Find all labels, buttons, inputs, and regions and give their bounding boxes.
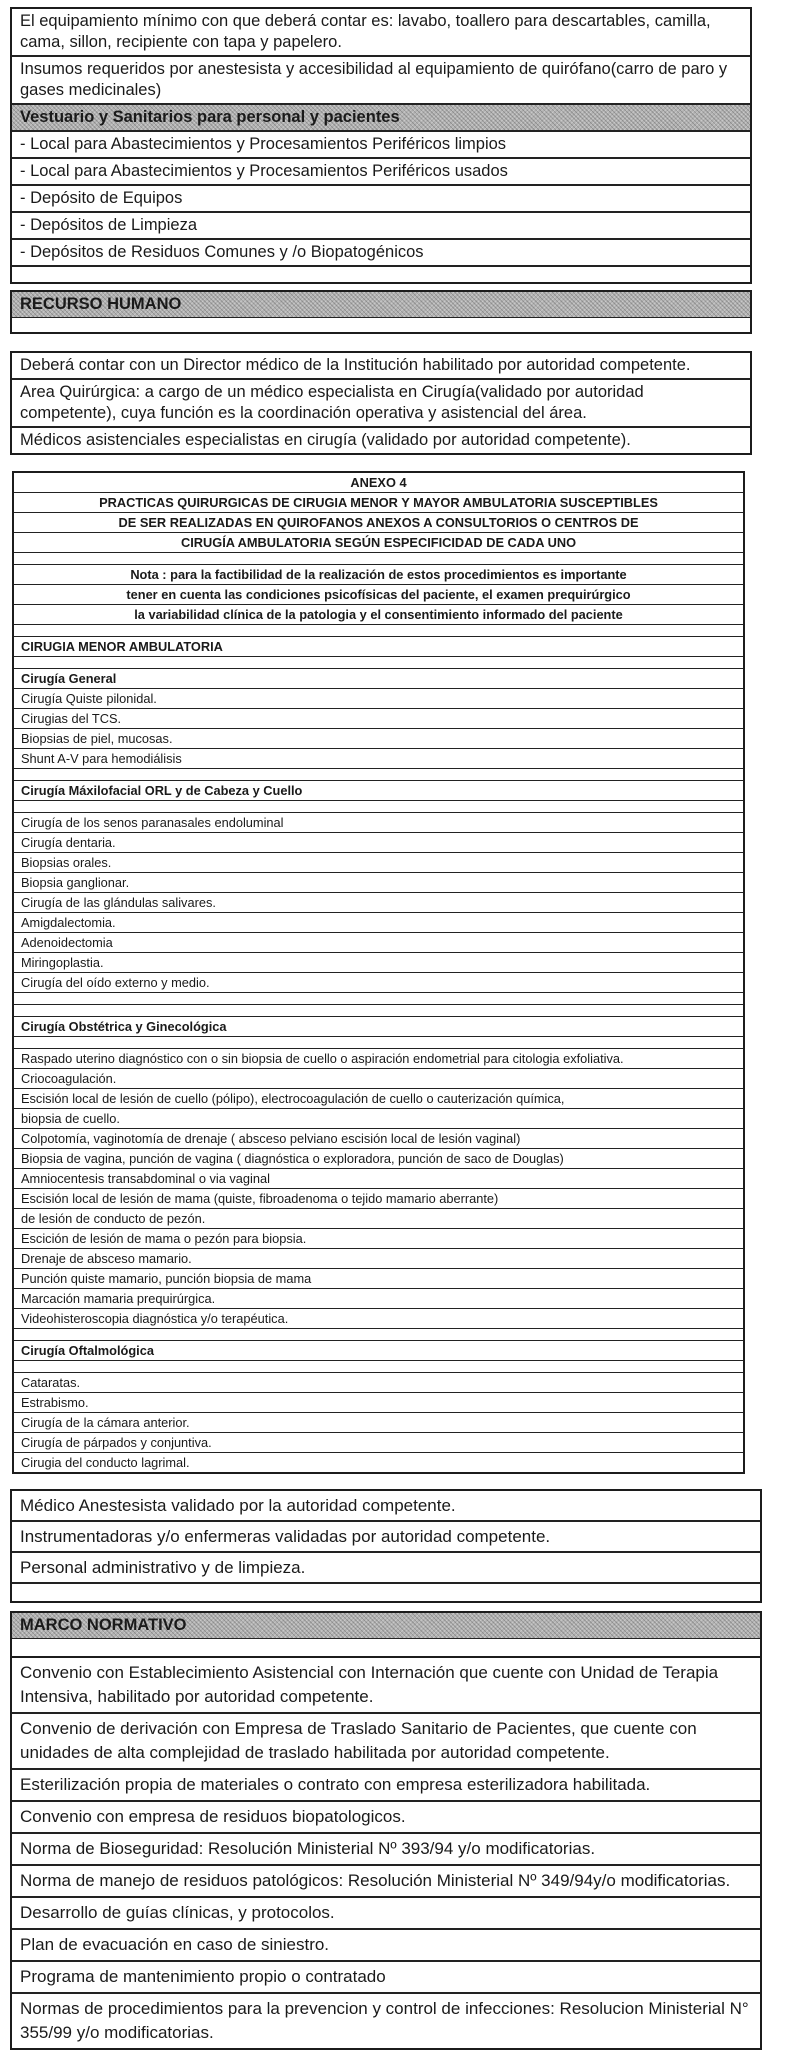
table-row: Raspado uterino diagnóstico con o sin biopsia de cuello o aspiración endometrial para citologia exfoliativa. (14, 1048, 743, 1068)
table-row: Deberá contar con un Director médico de la Institución habilitado por autoridad competente. (20, 356, 691, 374)
table-row: Criocoagulación. (14, 1068, 743, 1088)
table-row: CIRUGIA MENOR AMBULATORIA (14, 636, 743, 656)
table-row: Normas de procedimientos para la prevencion y control de infecciones: Resolucion Ministerial N° 355/99 y/o modificatorias. (12, 1992, 760, 2048)
empty-row (14, 768, 743, 780)
recurso-humano-section-header (10, 290, 752, 334)
table-row: - Local para Abastecimientos y Procesamientos Periféricos usados (12, 157, 750, 184)
table-row: Escisión local de lesión de mama (quiste, fibroadenoma o tejido mamario aberrante) (14, 1188, 743, 1208)
normative-framework-table (10, 1658, 762, 2050)
table-row: Videohisteroscopia diagnóstica y/o terapéutica. (14, 1308, 743, 1328)
table-row: Cirugía de las glándulas salivares. (14, 892, 743, 912)
table-row: Médicos asistenciales especialistas en cirugía (validado por autoridad competente). (12, 426, 750, 453)
table-row: Convenio de derivación con Empresa de Traslado Sanitario de Pacientes, que cuente con unidades de alta complejidad de traslado habilitada por autoridad competente. (12, 1712, 760, 1768)
table-row: - Local para Abastecimientos y Procesamientos Periféricos limpios (12, 130, 750, 157)
table-row: Estrabismo. (14, 1392, 743, 1412)
marco-normativo-section-header (10, 1611, 762, 1658)
empty-row (12, 1638, 760, 1656)
table-row: Escisión local de lesión de cuello (pólipo), electrocoagulación de cuello o cauterización química, (14, 1088, 743, 1108)
table-row: la variabilidad clínica de la patologia y el consentimiento informado del paciente (14, 604, 743, 624)
table-row: Shunt A-V para hemodiálisis (14, 748, 743, 768)
table-row: Area Quirúrgica: a cargo de un médico especialista en Cirugía(validado por autoridad competente), cuya función es la coordinación operativa y asistencial del área. (12, 378, 750, 426)
empty-row (14, 624, 743, 636)
table-row: Cirugía de párpados y conjuntiva. (14, 1432, 743, 1452)
empty-row (14, 1360, 743, 1372)
table-row: - Depósitos de Limpieza (12, 211, 750, 238)
table-row: Colpotomía, vaginotomía de drenaje ( absceso pelviano escisión local de lesión vaginal) (14, 1128, 743, 1148)
empty-row (14, 1036, 743, 1048)
empty-row (14, 800, 743, 812)
table-row: Biopsias orales. (14, 852, 743, 872)
medical-direction-table (10, 351, 752, 455)
section-header-row: RECURSO HUMANO (12, 292, 750, 317)
table-row: CIRUGÍA AMBULATORIA SEGÚN ESPECIFICIDAD DE CADA UNO (14, 532, 743, 552)
table-row: Cirugía de la cámara anterior. (14, 1412, 743, 1432)
section-header-row: MARCO NORMATIVO (12, 1613, 760, 1638)
table-row: Miringoplastia. (14, 952, 743, 972)
table-row: Amniocentesis transabdominal o via vaginal (14, 1168, 743, 1188)
table-row: Biopsia ganglionar. (14, 872, 743, 892)
table-row: Instrumentadoras y/o enfermeras validadas por autoridad competente. (12, 1520, 760, 1551)
table-row: Escición de lesión de mama o pezón para biopsia. (14, 1228, 743, 1248)
empty-row (12, 317, 750, 332)
table-row: Punción quiste mamario, punción biopsia de mama (14, 1268, 743, 1288)
table-row: Cirugia del conducto lagrimal. (14, 1452, 743, 1472)
empty-row (12, 265, 750, 282)
personnel-table (10, 1489, 762, 1603)
table-row: Nota : para la factibilidad de la realización de estos procedimientos es importante (14, 564, 743, 584)
empty-row (14, 656, 743, 668)
table-row: Cirugía Obstétrica y Ginecológica (14, 1016, 743, 1036)
table-row: Biopsias de piel, mucosas. (14, 728, 743, 748)
anexo4-practices-table (12, 471, 745, 1474)
table-row: Biopsia de vagina, punción de vagina ( diagnóstica o exploradora, punción de saco de Douglas) (14, 1148, 743, 1168)
table-row: tener en cuenta las condiciones psicofísicas del paciente, el examen prequirúrgico (14, 584, 743, 604)
table-row: Desarrollo de guías clínicas, y protocolos. (12, 1896, 760, 1928)
table-row: Marcación mamaria prequirúrgica. (14, 1288, 743, 1308)
empty-row (14, 992, 743, 1004)
table-row: Cirugía Oftalmológica (14, 1340, 743, 1360)
section-header-row: Vestuario y Sanitarios para personal y pacientes (12, 103, 750, 130)
table-row: PRACTICAS QUIRURGICAS DE CIRUGIA MENOR Y MAYOR AMBULATORIA SUSCEPTIBLES (14, 492, 743, 512)
table-row: El equipamiento mínimo con que deberá contar es: lavabo, toallero para descartables, camilla, cama, sillon, recipiente con tapa y papelero. (20, 12, 711, 51)
equipment-requirements-table (10, 7, 752, 284)
empty-row (12, 1582, 760, 1601)
table-row: Norma de manejo de residuos patológicos: Resolución Ministerial Nº 349/94y/o modificatorias. (12, 1864, 760, 1896)
table-row: Insumos requeridos por anestesista y accesibilidad al equipamiento de quirófano(carro de paro y gases medicinales) (12, 55, 750, 103)
empty-row (14, 552, 743, 564)
table-row: Programa de mantenimiento propio o contratado (12, 1960, 760, 1992)
table-row: de lesión de conducto de pezón. (14, 1208, 743, 1228)
table-row: Cirugía Quiste pilonidal. (14, 688, 743, 708)
table-row: Cirugía del oído externo y medio. (14, 972, 743, 992)
table-row: Cirugía Máxilofacial ORL y de Cabeza y Cuello (14, 780, 743, 800)
table-row: Adenoidectomia (14, 932, 743, 952)
table-row: Cirugía de los senos paranasales endoluminal (14, 812, 743, 832)
table-row: Convenio con empresa de residuos biopatologicos. (12, 1800, 760, 1832)
table-row: Cataratas. (14, 1372, 743, 1392)
table-row: Cirugía dentaria. (14, 832, 743, 852)
table-row: - Depósitos de Residuos Comunes y /o Biopatogénicos (12, 238, 750, 265)
table-row: Cirugias del TCS. (14, 708, 743, 728)
table-row: Drenaje de absceso mamario. (14, 1248, 743, 1268)
table-row: Convenio con Establecimiento Asistencial con Internación que cuente con Unidad de Terapia Intensiva, habilitado por autoridad competente. (20, 1663, 719, 1706)
table-row: Plan de evacuación en caso de siniestro. (12, 1928, 760, 1960)
table-row: - Depósito de Equipos (12, 184, 750, 211)
table-row: ANEXO 4 (350, 474, 407, 490)
table-row: Médico Anestesista validado por la autoridad competente. (20, 1496, 456, 1515)
table-row: Norma de Bioseguridad: Resolución Ministerial Nº 393/94 y/o modificatorias. (12, 1832, 760, 1864)
table-row: Amigdalectomia. (14, 912, 743, 932)
table-row: DE SER REALIZADAS EN QUIROFANOS ANEXOS A CONSULTORIOS O CENTROS DE (14, 512, 743, 532)
table-row: biopsia de cuello. (14, 1108, 743, 1128)
empty-row (14, 1004, 743, 1016)
table-row: Cirugía General (14, 668, 743, 688)
table-row: Esterilización propia de materiales o contrato con empresa esterilizadora habilitada. (12, 1768, 760, 1800)
empty-row (14, 1328, 743, 1340)
table-row: Personal administrativo y de limpieza. (12, 1551, 760, 1582)
